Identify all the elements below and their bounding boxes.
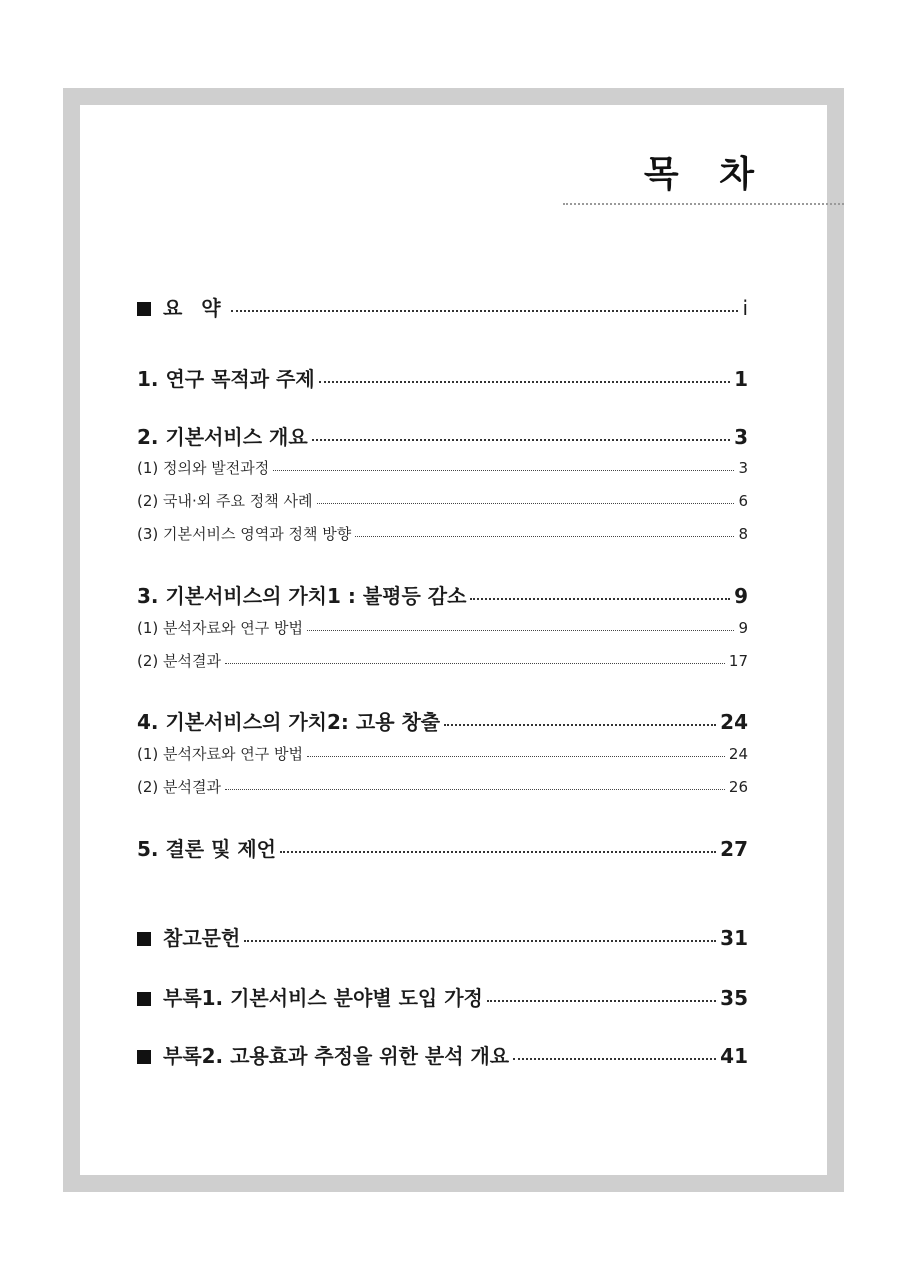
toc-entry-section-2[interactable] xyxy=(137,421,748,450)
toc-entry-section-4[interactable] xyxy=(137,706,748,735)
toc-label: 3. 기본서비스의 가치1 : 불평등 감소 xyxy=(137,584,467,608)
toc-label: (3) 기본서비스 영역과 정책 방향 xyxy=(137,525,352,543)
toc-entry-section-4-2[interactable] xyxy=(137,776,748,797)
toc-page-number: 1 xyxy=(734,367,748,391)
dot-leader xyxy=(487,1000,716,1002)
toc-label: (1) 분석자료와 연구 방법 xyxy=(137,619,303,637)
toc-page-number: 24 xyxy=(720,710,748,734)
toc-entry-section-3[interactable] xyxy=(137,580,748,609)
toc-entry-section-2-1[interactable] xyxy=(137,457,748,478)
toc-page-number: 6 xyxy=(738,492,748,510)
dot-leader xyxy=(307,756,725,757)
dot-leader xyxy=(317,503,735,504)
toc-entry-references[interactable] xyxy=(137,922,748,951)
toc-page-number: 41 xyxy=(720,1044,748,1068)
toc-page-number: 24 xyxy=(728,745,748,763)
square-bullet-icon xyxy=(137,1050,151,1064)
toc-label: 4. 기본서비스의 가치2: 고용 창출 xyxy=(137,710,441,734)
toc-entry-appendix-1[interactable] xyxy=(137,982,748,1011)
toc-label: 5. 결론 및 제언 xyxy=(137,837,277,861)
toc-label: (1) 분석자료와 연구 방법 xyxy=(137,745,303,763)
toc-page-number: 26 xyxy=(728,778,748,796)
toc-label: 부록2. 고용효과 추정을 위한 분석 개요 xyxy=(163,1044,510,1068)
dot-leader xyxy=(225,663,725,664)
page-frame-content xyxy=(80,105,827,1175)
toc-label: 부록1. 기본서비스 분야별 도입 가정 xyxy=(163,986,483,1010)
square-bullet-icon xyxy=(137,932,151,946)
toc-label: 2. 기본서비스 개요 xyxy=(137,425,308,449)
dot-leader xyxy=(444,724,716,726)
toc-label: (2) 분석결과 xyxy=(137,778,221,796)
toc-label: (1) 정의와 발전과정 xyxy=(137,459,270,477)
dot-leader xyxy=(513,1058,716,1060)
dot-leader xyxy=(307,630,734,631)
dot-leader xyxy=(225,789,725,790)
dot-leader xyxy=(355,536,734,537)
title-dotted-rule xyxy=(563,203,844,205)
toc-entry-section-3-1[interactable] xyxy=(137,617,748,638)
page-title: 목 차 xyxy=(643,154,768,195)
toc-label: 1. 연구 목적과 주제 xyxy=(137,367,315,391)
toc-page-number: 17 xyxy=(728,652,748,670)
toc-label: (2) 분석결과 xyxy=(137,652,221,670)
toc-page-number: 31 xyxy=(720,926,748,950)
dot-leader xyxy=(244,940,716,942)
toc-page-number: 3 xyxy=(734,425,748,449)
toc-entry-appendix-2[interactable] xyxy=(137,1040,748,1069)
toc-page-number: 35 xyxy=(720,986,748,1010)
toc-label: 요 약 xyxy=(163,296,227,320)
toc-entry-section-2-3[interactable] xyxy=(137,523,748,544)
dot-leader xyxy=(312,439,730,441)
toc-entry-section-5[interactable] xyxy=(137,833,748,862)
toc-page-number: 9 xyxy=(734,584,748,608)
toc-page-number: 9 xyxy=(738,619,748,637)
toc-entry-section-3-2[interactable] xyxy=(137,650,748,671)
dot-leader xyxy=(280,851,716,853)
dot-leader xyxy=(470,598,730,600)
toc-page-number: 3 xyxy=(738,459,748,477)
toc-label: (2) 국내·외 주요 정책 사례 xyxy=(137,492,313,510)
toc-entry-summary[interactable] xyxy=(137,292,748,321)
dot-leader xyxy=(319,381,730,383)
dot-leader xyxy=(231,310,739,312)
toc-entry-section-2-2[interactable] xyxy=(137,490,748,511)
toc-entry-section-1[interactable] xyxy=(137,363,748,392)
toc-page-number: i xyxy=(742,296,748,320)
square-bullet-icon xyxy=(137,992,151,1006)
square-bullet-icon xyxy=(137,302,151,316)
toc-page-number: 27 xyxy=(720,837,748,861)
toc-label: 참고문헌 xyxy=(163,926,241,950)
dot-leader xyxy=(273,470,734,471)
toc-page-number: 8 xyxy=(738,525,748,543)
toc-entry-section-4-1[interactable] xyxy=(137,743,748,764)
